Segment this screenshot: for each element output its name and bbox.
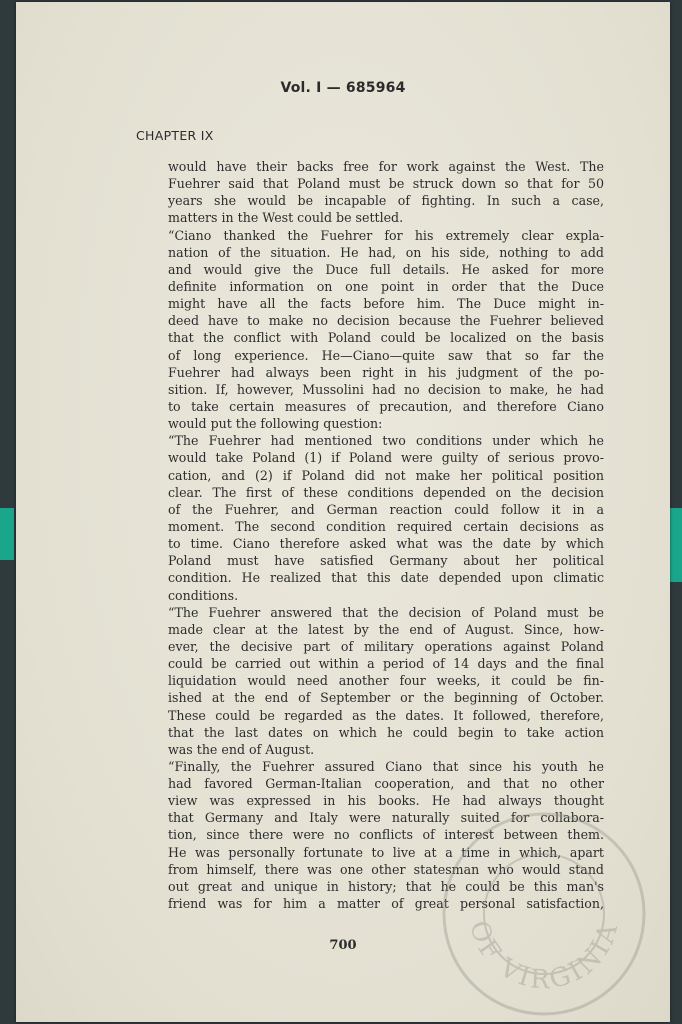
- text-line: out great and unique in history; that he could be this man's: [168, 878, 604, 894]
- text-line: that Germany and Italy were naturally suited for collabora-: [168, 810, 604, 826]
- text-line: cation, and (2) if Poland did not make her political position: [168, 467, 604, 483]
- text-line: might have all the facts before him. The Duce might in-: [168, 296, 604, 312]
- text-line: conditions.: [168, 587, 239, 603]
- text-line: would take Poland (1) if Poland were guilty of serious provo-: [168, 450, 604, 466]
- text-line: that the last dates on which he could begin to take action: [168, 724, 604, 740]
- text-line: would put the following question:: [168, 416, 383, 432]
- text-line: nation of the situation. He had, on his side, nothing to add: [168, 244, 604, 260]
- text-line: years she would be incapable of fighting. In such a case,: [168, 193, 604, 209]
- left-index-tab: [0, 508, 14, 560]
- page-number: 700: [329, 938, 357, 953]
- text-line: tion, since there were no conflicts of interest between them.: [168, 827, 604, 843]
- text-line: “The Fuehrer answered that the decision of Poland must be: [168, 604, 604, 620]
- volume-header: Vol. I — 685964: [280, 80, 406, 96]
- library-seal-watermark: [440, 810, 648, 1018]
- text-line: had favored German-Italian cooperation, and that no other: [168, 776, 604, 792]
- text-line: made clear at the latest by the end of August. Since, how-: [168, 621, 604, 637]
- text-line: friend was for him a matter of great personal satisfaction,: [168, 896, 604, 912]
- text-line: Poland must have satisfied Germany about her political: [168, 553, 604, 569]
- body-text: [168, 158, 604, 912]
- text-line: These could be regarded as the dates. It followed, therefore,: [168, 707, 604, 723]
- text-line: matters in the West could be settled.: [168, 210, 404, 226]
- svg-text:OF VIRGINIA: [463, 917, 625, 995]
- text-line: that the conflict with Poland could be localized on the basis: [168, 330, 604, 346]
- chapter-heading: CHAPTER IX: [136, 128, 214, 143]
- text-line: liquidation would need another four weeks, it could be fin-: [168, 673, 604, 689]
- text-line: Fuehrer said that Poland must be struck down so that for 50: [168, 176, 604, 192]
- seal-text: OF VIRGINIA: [463, 917, 625, 996]
- text-line: condition. He realized that this date depended upon climatic: [168, 570, 604, 586]
- text-line: deed have to make no decision because the Fuehrer believed: [168, 313, 604, 329]
- text-line: ished at the end of September or the beginning of October.: [168, 690, 604, 706]
- text-line: to take certain measures of precaution, and therefore Ciano: [168, 398, 604, 414]
- text-line: was the end of August.: [168, 741, 315, 757]
- text-line: definite information on one point in order that the Duce: [168, 278, 604, 294]
- text-line: to time. Ciano therefore asked what was the date by which: [168, 536, 604, 552]
- text-line: from himself, there was one other statesman who would stand: [168, 861, 604, 877]
- text-line: “The Fuehrer had mentioned two conditions under which he: [168, 433, 604, 449]
- text-line: moment. The second condition required certain decisions as: [168, 518, 604, 534]
- text-line: Fuehrer had always been right in his judgment of the po-: [168, 364, 604, 380]
- text-line: He was personally fortunate to live at a time in which, apart: [168, 844, 604, 860]
- text-line: view was expressed in his books. He had always thought: [168, 793, 604, 809]
- text-line: “Ciano thanked the Fuehrer for his extremely clear expla-: [168, 227, 604, 243]
- text-line: of long experience. He—Ciano—quite saw that so far the: [168, 347, 604, 363]
- text-line: sition. If, however, Mussolini had no decision to make, he had: [168, 381, 604, 397]
- text-line: and would give the Duce full details. He asked for more: [168, 261, 604, 277]
- text-line: clear. The first of these conditions depended on the decision: [168, 484, 604, 500]
- right-index-tab: [668, 508, 682, 582]
- text-line: ever, the decisive part of military operations against Poland: [168, 638, 604, 654]
- document-page: [16, 2, 670, 1022]
- text-line: of the Fuehrer, and German reaction could follow it in a: [168, 501, 604, 517]
- text-line: “Finally, the Fuehrer assured Ciano that since his youth he: [168, 758, 604, 774]
- text-line: could be carried out within a period of 14 days and the final: [168, 656, 604, 672]
- text-line: would have their backs free for work against the West. The: [168, 159, 604, 174]
